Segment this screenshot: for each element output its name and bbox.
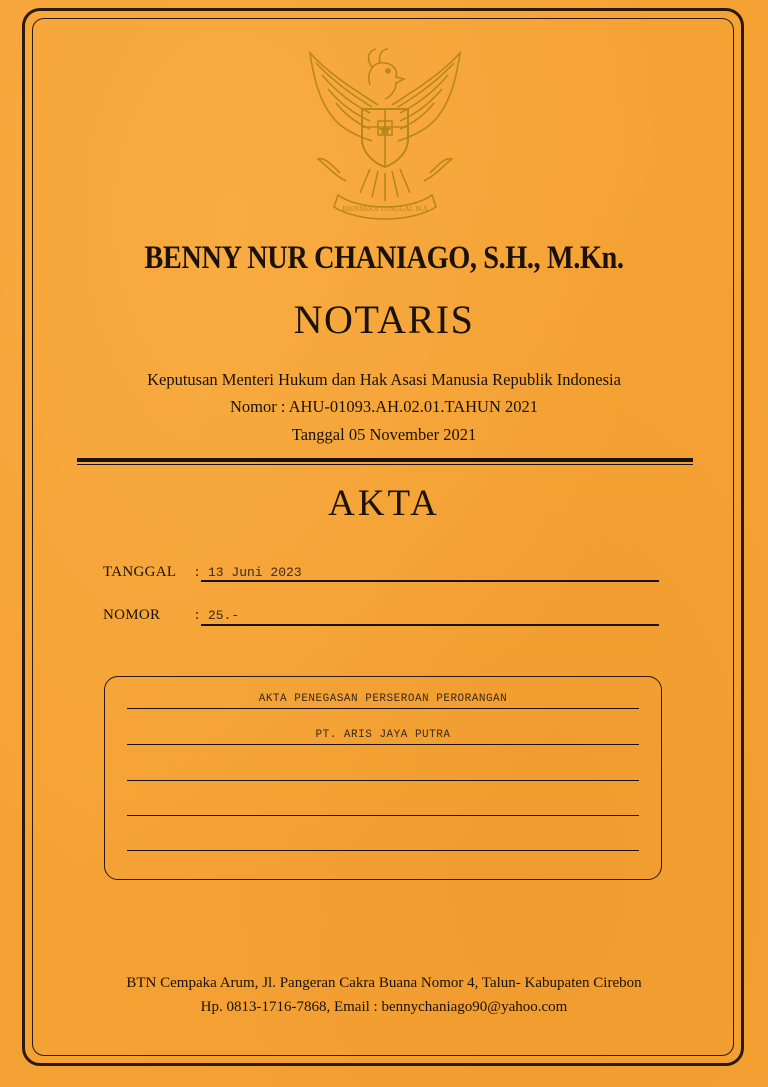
- box-rule-5: [127, 850, 639, 851]
- deed-title-line-1: AKTA PENEGASAN PERSEROAN PERORANGAN: [258, 693, 508, 705]
- tanggal-label: TANGGAL: [103, 564, 177, 580]
- box-rule-2: [127, 744, 639, 745]
- nomor-label: NOMOR: [103, 607, 161, 623]
- decree-line: Keputusan Menteri Hukum dan Hak Asasi Manusia Republik Indonesia: [147, 370, 621, 389]
- deed-title-line-2: PT. ARIS JAYA PUTRA: [315, 729, 451, 741]
- header-divider-thin: [77, 464, 693, 465]
- notary-title: NOTARIS: [293, 297, 475, 342]
- header-divider-thick: [77, 458, 693, 462]
- decree-number: Nomor : AHU-01093.AH.02.01.TAHUN 2021: [229, 397, 539, 416]
- office-contact: Hp. 0813-1716-7868, Email : bennychaniago90@yahoo.com: [200, 999, 568, 1015]
- nomor-colon: :: [195, 607, 200, 623]
- tanggal-underline: [201, 580, 659, 582]
- nomor-value: 25.-: [208, 608, 240, 623]
- nomor-underline: [201, 624, 659, 626]
- box-rule-1: [127, 708, 639, 709]
- office-address: BTN Cempaka Arum, Jl. Pangeran Cakra Buana Nomor 4, Talun- Kabupaten Cirebon: [126, 975, 642, 991]
- box-rule-4: [127, 815, 639, 816]
- document-heading: AKTA: [328, 483, 440, 524]
- decree-date: Tanggal 05 November 2021: [291, 425, 477, 444]
- box-rule-3: [127, 780, 639, 781]
- tanggal-value: 13 Juni 2023: [208, 565, 302, 580]
- tanggal-colon: :: [195, 564, 200, 580]
- garuda-emblem-icon: [300, 45, 470, 225]
- emblem-motto: BHINNEKA TUNGGAL IKA: [342, 205, 428, 213]
- notary-name: BENNY NUR CHANIAGO, S.H., M.Kn.: [144, 240, 624, 276]
